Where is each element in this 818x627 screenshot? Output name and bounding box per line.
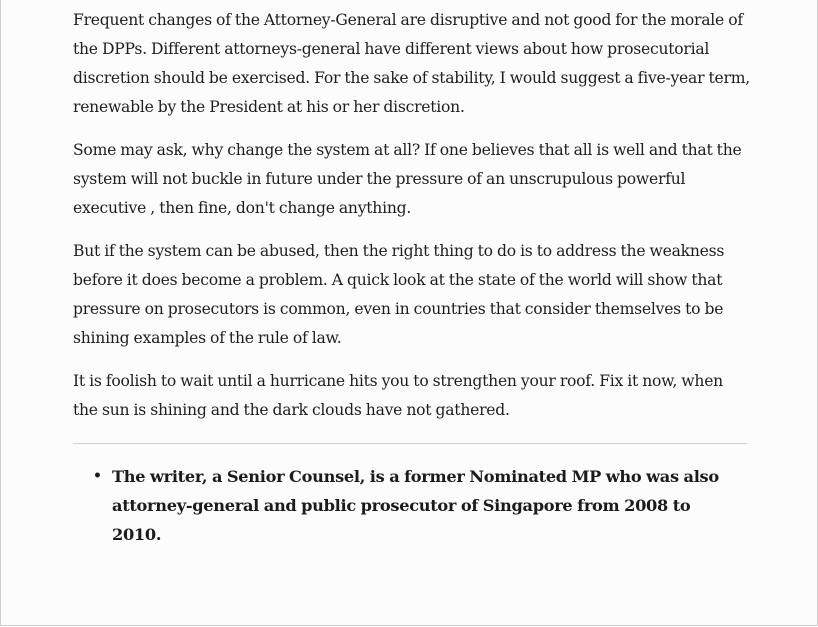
article-paragraph: It is foolish to wait until a hurricane hits you to strengthen your roof. Fix it now, when the sun is shining and the dark clouds have not gathered. xyxy=(73,372,723,419)
author-note-text: The writer, a Senior Counsel, is a former Nominated MP who was also attorney-general and public prosecutor of Singapore from 2008 to 2010. xyxy=(112,467,719,544)
section-divider xyxy=(73,443,747,444)
article-paragraph: Frequent changes of the Attorney-General are disruptive and not good for the morale of the DPPs. Different attorneys-general have different views about how prosecutorial discretion should be exercised. For the sake of stability, I would suggest a five-year term, renewable by the President at his or her discretion. xyxy=(73,11,750,116)
article-body xyxy=(73,6,751,549)
author-note-list xyxy=(73,462,751,549)
article-paragraph: Some may ask, why change the system at all? If one believes that all is well and that the system will not buckle in future under the pressure of an unscrupulous powerful executive , then fine, don't change anything. xyxy=(73,141,742,217)
bullet-icon: • xyxy=(93,468,102,484)
author-note xyxy=(93,462,751,549)
article-paragraph: But if the system can be abused, then the right thing to do is to address the weakness before it does become a problem. A quick look at the state of the world will show that pressure on prosecutors is common, even in countries that consider themselves to be shining examples of the rule of law. xyxy=(73,242,725,347)
